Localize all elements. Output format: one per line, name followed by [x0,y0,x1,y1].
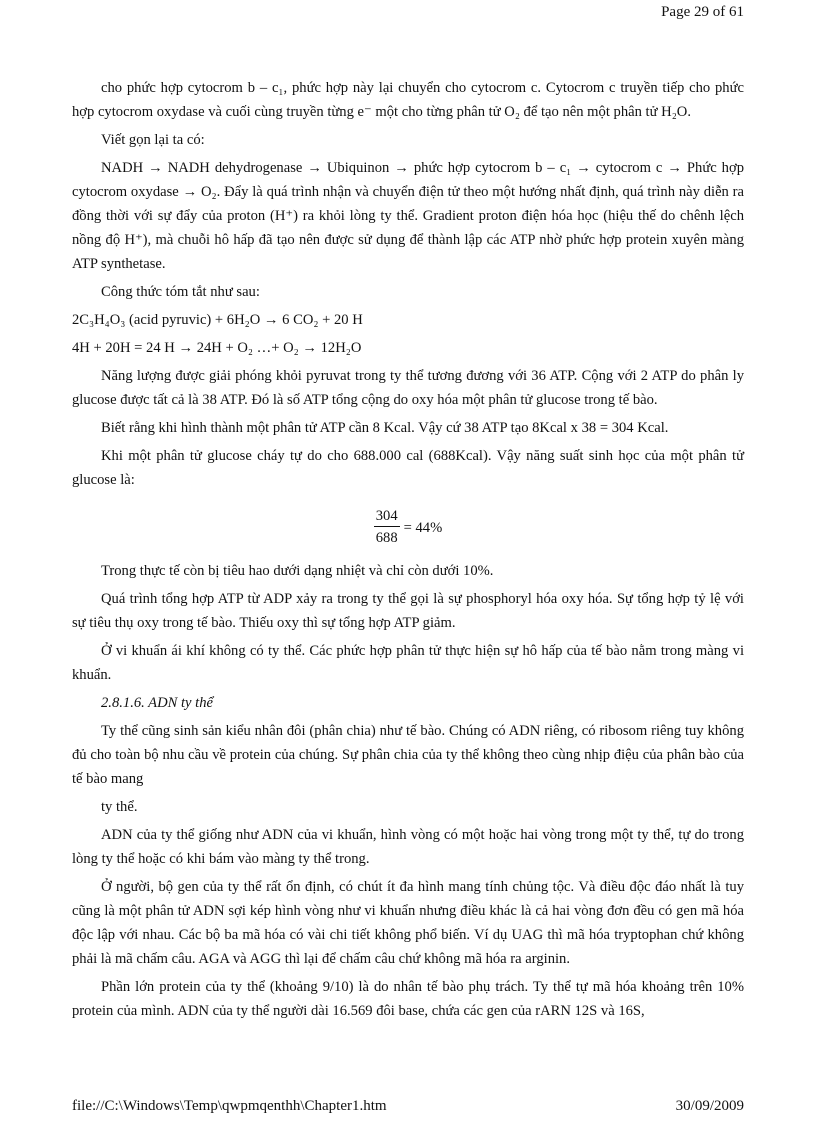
paragraph: NADH → NADH dehydrogenase → Ubiquinon → phức hợp cytocrom b – c₁ → cytocrom c → Phức hợp cytocrom oxydase → O₂. Đẩy là quá trình nhận và chuyển điện tử theo một hướng nhất định, quá trình này diễn ra đồng thời với sự đẩy của proton (H⁺) ra khỏi lòng ty thể. Gradient proton điện hóa học (hiệu thế do chênh lệch nồng độ H⁺), mà chuỗi hô hấp đã tạo nên được sử dụng để thành lập các ATP nhờ phức hợp protein xuyên màng ATP synthetase. [72,160,744,272]
paragraph: Ở vi khuẩn ái khí không có ty thể. Các phức hợp phân tử thực hiện sự hô hấp của tế bào nằm trong màng vi khuẩn. [72,643,744,683]
paragraph: Viết gọn lại ta có: [101,132,205,148]
equation: 4H + 20H = 24 H → 24H + O₂ …+ O₂ → 12H₂O [72,340,362,356]
paragraph: ADN của ty thể giống như ADN của vi khuẩn, hình vòng có một hoặc hai vòng trong một ty thể, tự do trong lòng ty thể hoặc có khi bám vào màng ty thể trong. [72,827,744,867]
fraction-numerator: 304 [374,506,400,527]
page-footer [72,1098,744,1115]
paragraph: Năng lượng được giải phóng khỏi pyruvat trong ty thể tương đương với 36 ATP. Cộng với 2 ATP do phân ly glucose được tất cả là 38 ATP. Đó là số ATP tổng cộng do oxy hóa một phân tử glucose trong tế bào. [72,368,744,408]
fraction [374,506,400,549]
paragraph: Quá trình tổng hợp ATP từ ADP xảy ra trong ty thể gọi là sự phosphoryl hóa oxy hóa. Sự tổng hợp tỷ lệ với sự tiêu thụ oxy trong tế bào. Thiếu oxy thì sự tổng hợp ATP giảm. [72,591,744,631]
fraction-result: = 44% [403,519,443,536]
fraction-equation [72,506,744,549]
document-body [72,76,744,1027]
paragraph: Ở người, bộ gen của ty thể rất ổn định, có chút ít đa hình mang tính chủng tộc. Và điều độc đáo nhất là tuy cũng là một phân tử ADN sợi kép hình vòng như vi khuẩn nhưng điều khác là cả hai vòng đơn đều có gen mã hóa độc lập với nhau. Các bộ ba mã hóa có vài chi tiết không phổ biến. Ví dụ UAG thì mã hóa tryptophan chứ không phải là mã chấm câu. AGA và AGG thì lại để chấm câu chứ không mã hóa ra arginin. [72,879,744,967]
print-date: 30/09/2009 [675,1098,744,1114]
page-number: Page 29 of 61 [661,4,744,20]
paragraph: Trong thực tế còn bị tiêu hao dưới dạng nhiệt và chỉ còn dưới 10%. [101,563,494,579]
file-path: file://C:\Windows\Temp\qwpmqenthh\Chapter1.htm [72,1098,387,1114]
paragraph: Khi một phân tử glucose cháy tự do cho 688.000 cal (688Kcal). Vậy năng suất sinh học của một phân tử glucose là: [72,448,744,488]
paragraph: Phần lớn protein của ty thể (khoảng 9/10) là do nhân tế bào phụ trách. Ty thể tự mã hóa khoảng trên 10% protein của mình. ADN của ty thể người dài 16.569 đôi base, chứa các gen của rARN 12S và 16S, [72,979,744,1019]
paragraph: Ty thể cũng sinh sản kiểu nhân đôi (phân chia) như tế bào. Chúng có ADN riêng, có ribosom riêng tuy không đủ cho toàn bộ nhu cầu về protein của chúng. Sự phân chia của ty thể không theo cùng nhịp điệu của phân bào của tế bào mang [72,723,744,787]
paragraph: Công thức tóm tắt như sau: [101,284,260,300]
paragraph: ty thể. [101,799,138,815]
paragraph: Biết rằng khi hình thành một phân tử ATP cần 8 Kcal. Vậy cứ 38 ATP tạo 8Kcal x 38 = 304 Kcal. [101,420,669,436]
section-heading: 2.8.1.6. ADN ty thể [101,695,214,711]
equation: 2C₃H₄O₃ (acid pyruvic) + 6H₂O → 6 CO₂ + 20 H [72,312,363,328]
fraction-denominator: 688 [375,530,398,546]
paragraph: cho phức hợp cytocrom b – c₁, phức hợp này lại chuyển cho cytocrom c. Cytocrom c truyền tiếp cho phức hợp cytocrom oxydase và cuối cùng truyền từng e⁻ một cho từng phân tử O₂ để tạo nên một phân tử H₂O. [72,80,744,120]
